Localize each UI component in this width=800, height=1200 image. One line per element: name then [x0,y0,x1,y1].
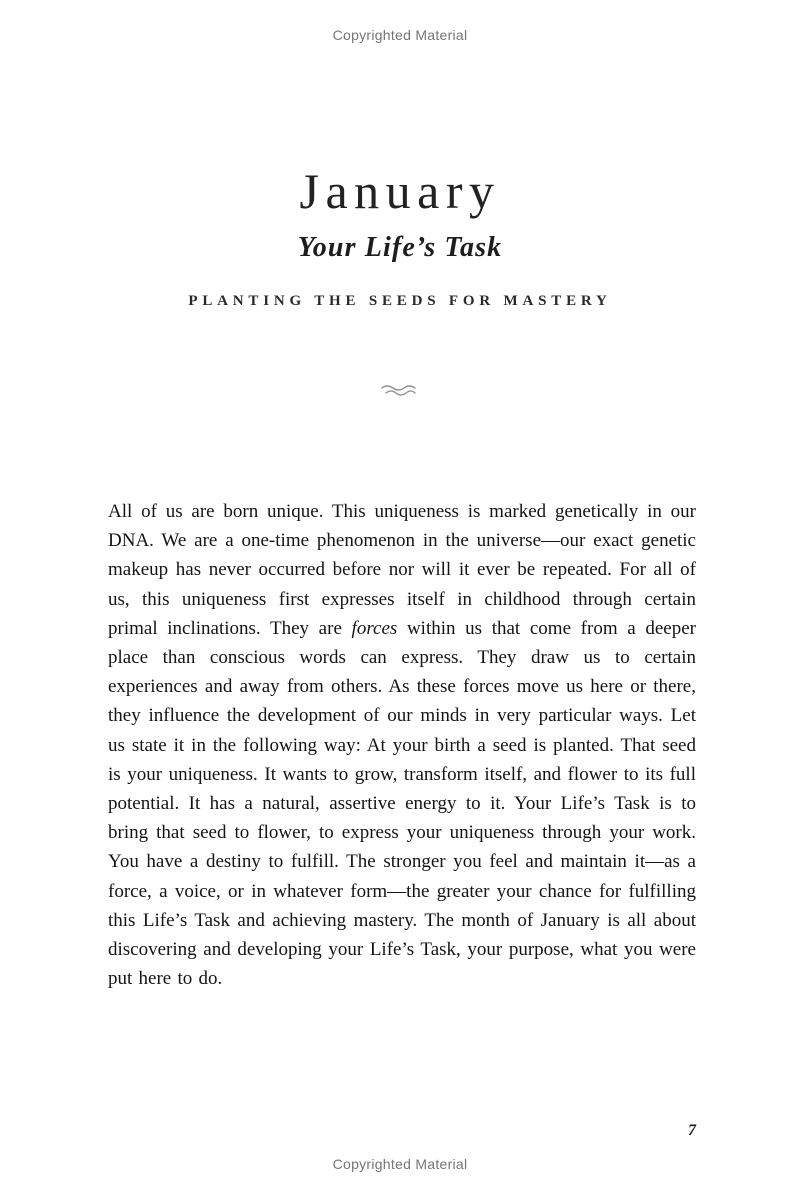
copyright-notice-bottom: Copyrighted Material [332,1156,468,1172]
copyright-notice-top: Copyrighted Material [332,27,468,43]
section-ornament [0,383,800,404]
body-paragraph [108,497,696,993]
body-text-segment: All of us are born unique. This uniqueness is marked genetically in our DNA. We are a one-time phenomenon in the universe—our exact genetic makeup has never occurred before nor will it ever be repeated. For all of us, this uniqueness first expresses itself in childhood through certain primal inclinations. They are [108,501,696,639]
chapter-title: January [299,162,501,219]
page-number: 7 [688,1122,696,1139]
chapter-subtitle: Your Life’s Task [297,232,503,263]
wave-ornament-icon [376,386,424,403]
body-text-segment: within us that come from a deeper place than conscious words can express. They draw us to certain experiences and away from others. As these forces move us here or there, they influence the development of our minds in very particular ways. Let us state it in the following way: At your birth a seed is planted. That seed is your uniqueness. It wants to grow, transform itself, and flower to its full potential. It has a natural, assertive energy to it. Your Life’s Task is to bring that seed to flower, to express your uniqueness through your work. You have a destiny to fulfill. The stronger you feel and maintain it—as a force, a voice, or in whatever form—the greater your chance for fulfilling this Life’s Task and achieving mastery. The month of January is all about discovering and developing your Life’s Task, your purpose, what you were put here to do. [108,617,696,990]
body-text-segment-italic: forces [351,617,398,639]
chapter-tagline: PLANTING THE SEEDS FOR MASTERY [188,293,612,309]
